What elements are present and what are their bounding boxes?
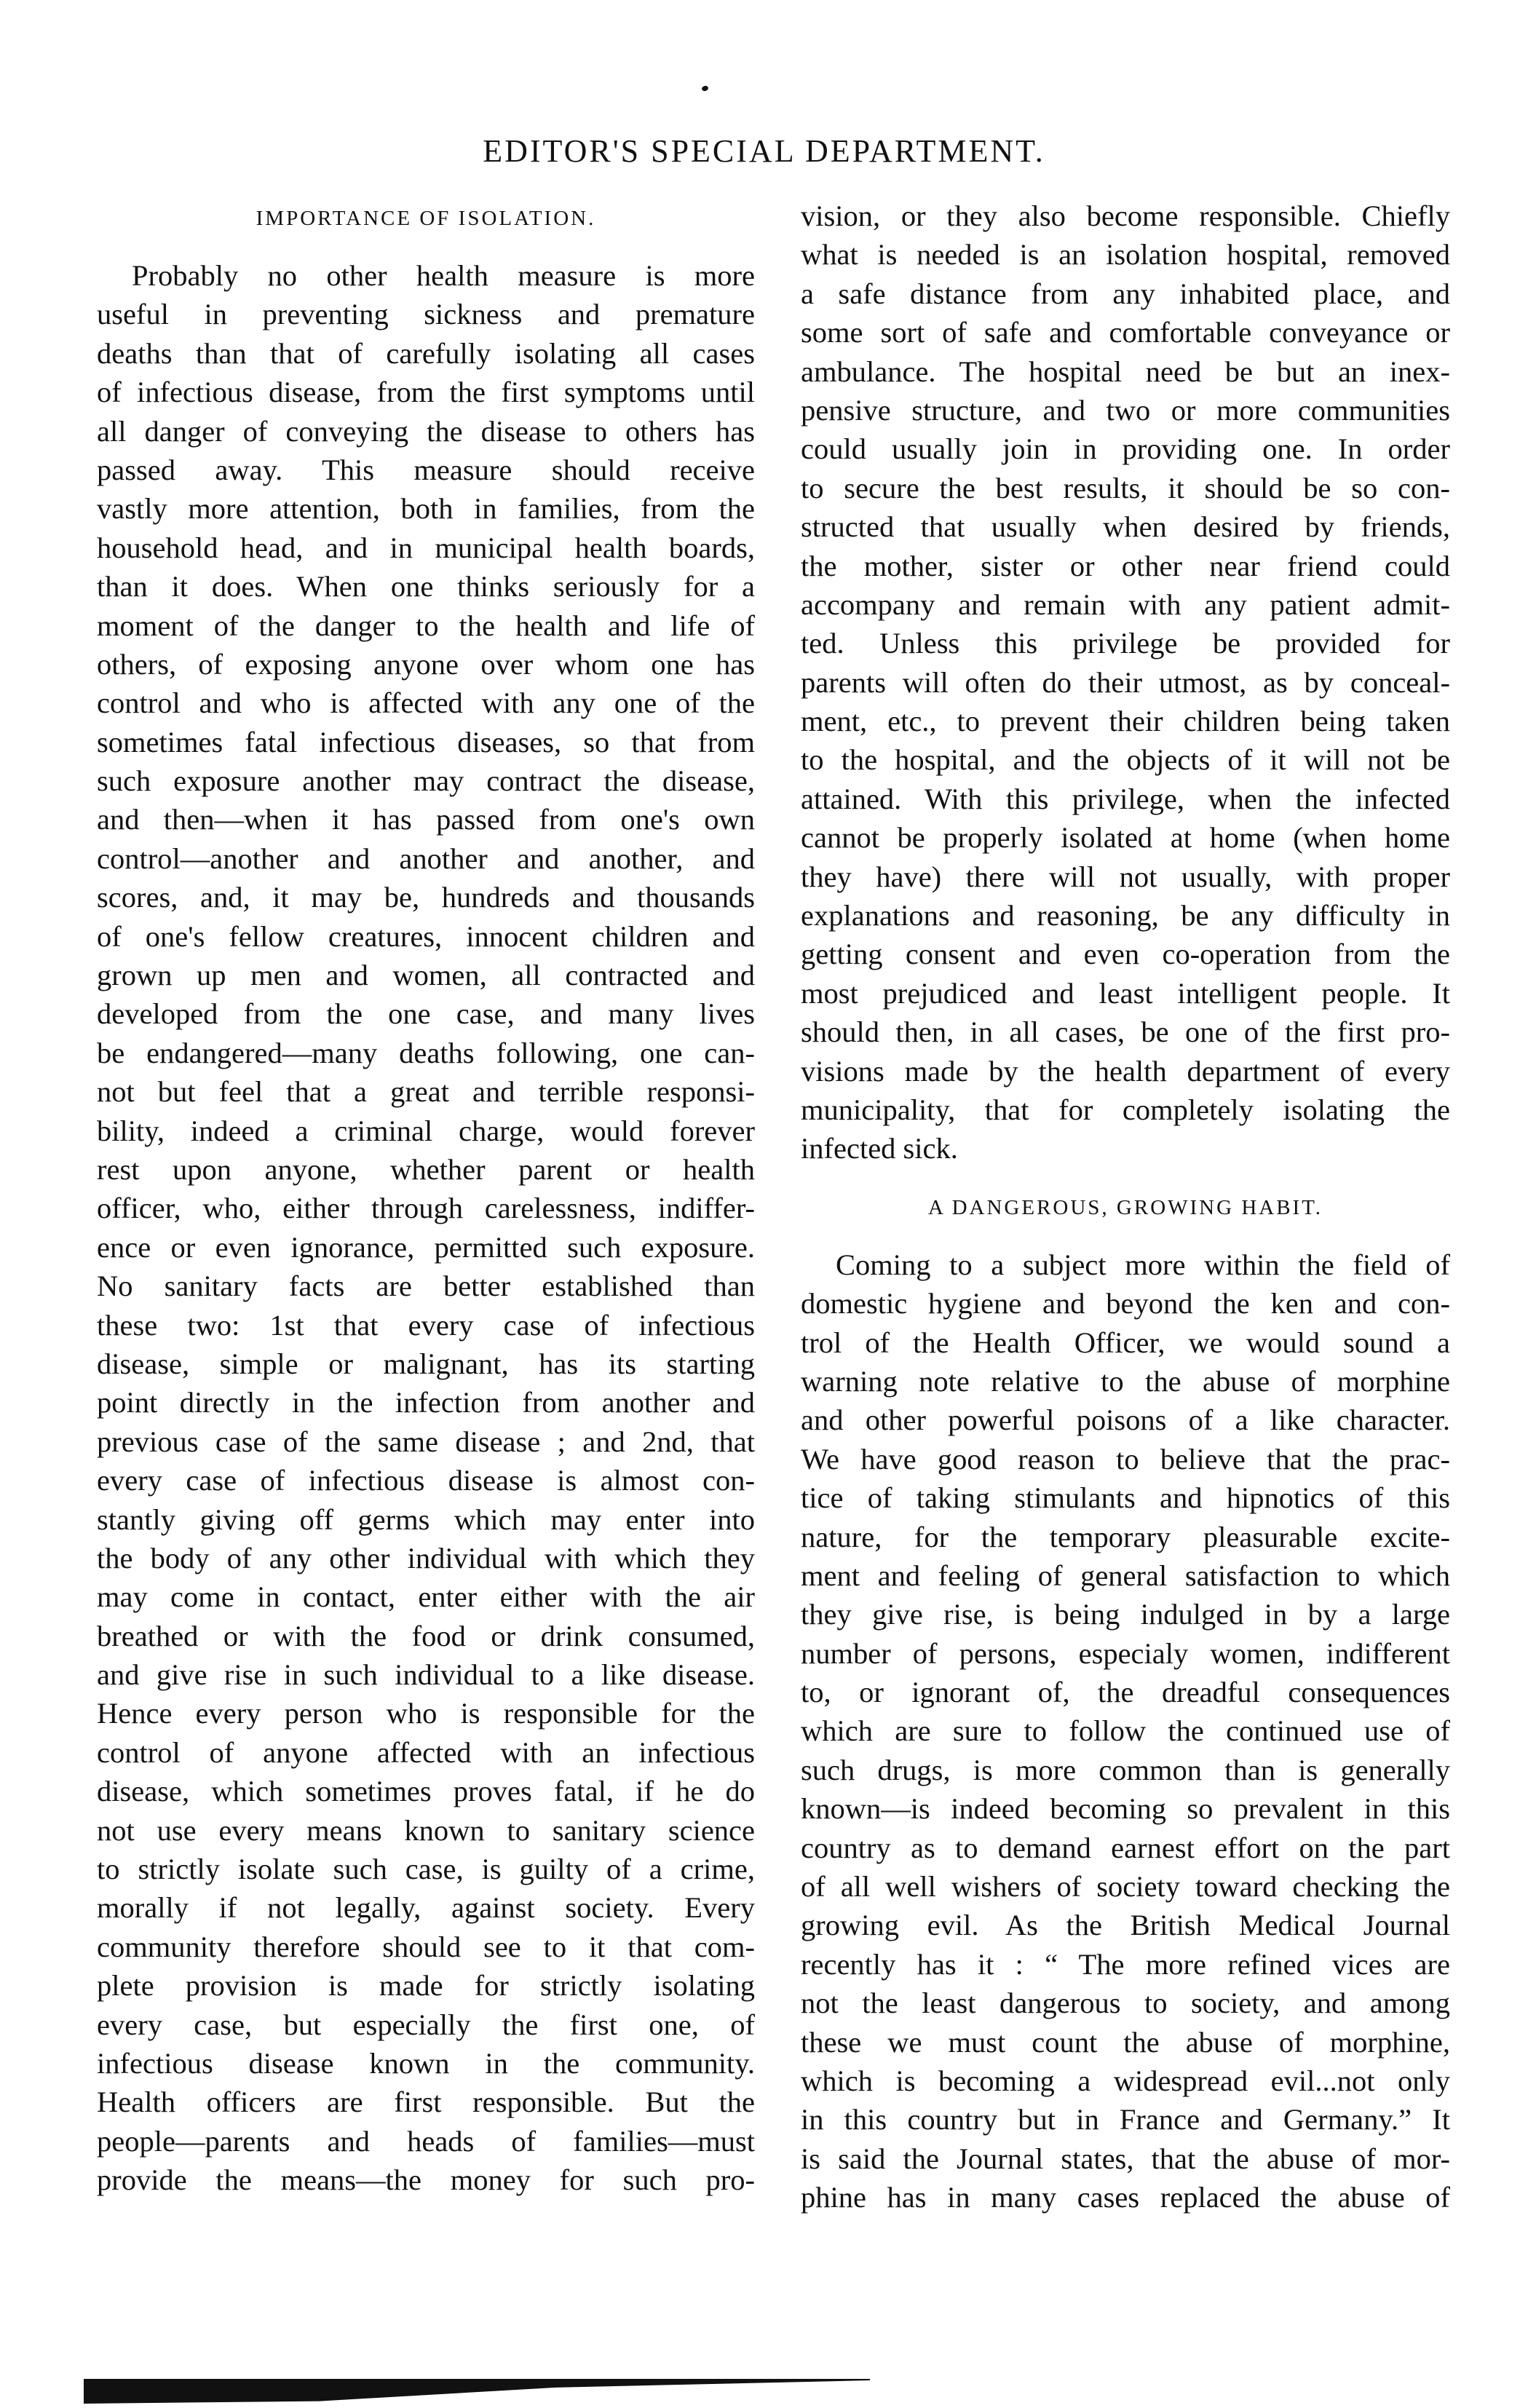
text-line: could usually join in providing one. In order	[801, 432, 1450, 466]
text-line: most prejudiced and least intelligent people. It	[801, 976, 1450, 1010]
text-line: and give rise in such individual to a like disease.	[97, 1658, 755, 1692]
text-line: disease, which sometimes proves fatal, if he do	[97, 1775, 755, 1808]
text-line: ence or even ignorance, permitted such exposure.	[97, 1230, 755, 1264]
text-line: getting consent and even co-operation from the	[801, 938, 1450, 971]
text-line: all danger of conveying the disease to others has	[97, 414, 755, 448]
text-line: people—parents and heads of families—must	[97, 2124, 755, 2158]
text-line: in this country but in France and Germany.” It	[801, 2103, 1450, 2136]
text-line: number of persons, especialy women, indifferent	[801, 1636, 1450, 1670]
text-line: these two: 1st that every case of infectious	[97, 1308, 755, 1342]
text-line: of one's fellow creatures, innocent children and	[97, 919, 755, 953]
text-line: such drugs, is more common than is generally	[801, 1753, 1450, 1786]
section-title-importance-of-isolation: IMPORTANCE OF ISOLATION.	[256, 207, 596, 230]
text-line: not use every means known to sanitary science	[97, 1813, 755, 1847]
text-line: household head, and in municipal health boards,	[97, 531, 755, 564]
text-line: domestic hygiene and beyond the ken and con-	[801, 1287, 1450, 1320]
text-line: municipality, that for completely isolating the	[801, 1093, 1450, 1126]
right-column	[801, 197, 1450, 2217]
text-line: We have good reason to believe that the prac-	[801, 1442, 1450, 1476]
text-line: ambulance. The hospital need be but an inex-	[801, 355, 1450, 388]
text-line: the body of any other individual with which they	[97, 1541, 755, 1575]
text-line: what is needed is an isolation hospital, removed	[801, 238, 1450, 272]
text-line: vastly more attention, both in families, from the	[97, 492, 755, 526]
text-line: control—another and another and another, and	[97, 841, 755, 875]
text-line: be endangered—many deaths following, one can-	[97, 1036, 755, 1069]
text-line: ment, etc., to prevent their children being taken	[801, 705, 1450, 738]
text-line: ment and feeling of general satisfaction to which	[801, 1559, 1450, 1592]
text-line: which is becoming a widespread evil...not only	[801, 2064, 1450, 2097]
text-line: country as to demand earnest effort on the part	[801, 1831, 1450, 1864]
text-line: ted. Unless this privilege be provided for	[801, 627, 1450, 660]
text-line: parents will often do their utmost, as by conceal-	[801, 665, 1450, 699]
text-line: morally if not legally, against society. Every	[97, 1891, 755, 1925]
text-line: and then—when it has passed from one's own	[97, 803, 755, 836]
text-line: some sort of safe and comfortable conveyance or	[801, 316, 1450, 349]
text-line: No sanitary facts are better established than	[97, 1270, 755, 1303]
text-line: plete provision is made for strictly isolating	[97, 1969, 755, 2003]
text-line: Health officers are first responsible. But the	[97, 2086, 755, 2119]
text-line: structed that usually when desired by friends,	[801, 510, 1450, 544]
text-line: control and who is affected with any one of the	[97, 686, 755, 720]
text-line: stantly giving off germs which may enter into	[97, 1502, 755, 1536]
text-line: a safe distance from any inhabited place, and	[801, 277, 1450, 310]
text-line: nature, for the temporary pleasurable excite-	[801, 1520, 1450, 1553]
print-speck-mark	[701, 85, 709, 92]
text-line: of infectious disease, from the first symptoms until	[97, 376, 755, 409]
text-line: every case, but especially the first one, of	[97, 2008, 755, 2041]
text-line: passed away. This measure should receive	[97, 453, 755, 486]
text-line: phine has in many cases replaced the abuse of	[801, 2181, 1450, 2214]
text-line: pensive structure, and two or more communities	[801, 393, 1450, 427]
text-line: bility, indeed a criminal charge, would forever	[97, 1114, 755, 1147]
text-line: which are sure to follow the continued use of	[801, 1714, 1450, 1748]
text-line: scores, and, it may be, hundreds and thousands	[97, 881, 755, 914]
text-line: tice of taking stimulants and hipnotics of this	[801, 1481, 1450, 1515]
text-line: to strictly isolate such case, is guilty of a crime,	[97, 1853, 755, 1886]
text-line: the mother, sister or other near friend could	[801, 549, 1450, 582]
text-line: others, of exposing anyone over whom one has	[97, 647, 755, 681]
text-line: useful in preventing sickness and premature	[97, 298, 755, 331]
article-paragraph	[97, 256, 755, 2200]
text-line: warning note relative to the abuse of morphine	[801, 1364, 1450, 1398]
text-line: than it does. When one thinks seriously for a	[97, 570, 755, 603]
text-line: Hence every person who is responsible for the	[97, 1697, 755, 1730]
article-paragraph	[801, 1245, 1450, 2217]
text-line: disease, simple or malignant, has its starting	[97, 1347, 755, 1380]
text-line: such exposure another may contract the disease,	[97, 764, 755, 798]
text-line: recently has it : “ The more refined vices are	[801, 1947, 1450, 1981]
text-line: attained. With this privilege, when the infected	[801, 782, 1450, 815]
running-head: EDITOR'S SPECIAL DEPARTMENT.	[483, 133, 1045, 169]
text-line: is said the Journal states, that the abuse of mor-	[801, 2142, 1450, 2175]
text-line: officer, who, either through carelessness, indiffer-	[97, 1192, 755, 1225]
text-line: vision, or they also become responsible. Chiefly	[801, 199, 1450, 232]
text-line: point directly in the infection from another and	[97, 1386, 755, 1419]
left-column	[97, 197, 755, 2200]
text-line: cannot be properly isolated at home (when home	[801, 821, 1450, 855]
text-line: visions made by the health department of every	[801, 1054, 1450, 1088]
text-line: previous case of the same disease ; and 2nd, that	[97, 1425, 755, 1458]
text-line: rest upon anyone, whether parent or health	[97, 1152, 755, 1186]
text-line: to the hospital, and the objects of it will not be	[801, 743, 1450, 777]
text-line: they have) there will not usually, with proper	[801, 860, 1450, 893]
text-line: community therefore should see to it that com-	[97, 1930, 755, 1963]
text-line: moment of the danger to the health and life of	[97, 609, 755, 642]
text-line: control of anyone affected with an infectious	[97, 1735, 755, 1769]
text-line: provide the means—the money for such pro-	[97, 2163, 755, 2197]
text-line: they give rise, is being indulged in by a large	[801, 1598, 1450, 1631]
text-line: deaths than that of carefully isolating all cases	[97, 336, 755, 370]
text-line: may come in contact, enter either with the air	[97, 1580, 755, 1614]
text-line: to, or ignorant of, the dreadful consequences	[801, 1676, 1450, 1709]
text-line: of all well wishers of society toward checking the	[801, 1870, 1450, 1904]
text-line: and other powerful poisons of a like character.	[801, 1403, 1450, 1437]
text-line: growing evil. As the British Medical Journal	[801, 1909, 1450, 1942]
text-line: sometimes fatal infectious diseases, so that from	[97, 725, 755, 759]
text-line: known—is indeed becoming so prevalent in this	[801, 1792, 1450, 1826]
bottom-page-rule	[84, 2379, 870, 2404]
text-line: these we must count the abuse of morphine,	[801, 2025, 1450, 2059]
text-line: Probably no other health measure is more	[132, 259, 755, 292]
text-line: should then, in all cases, be one of the first pro-	[801, 1015, 1450, 1049]
text-line: trol of the Health Officer, we would sound a	[801, 1326, 1450, 1359]
text-line: infectious disease known in the community.	[97, 2046, 755, 2080]
text-line: infected sick.	[801, 1132, 958, 1165]
article-paragraph-continued	[801, 197, 1450, 1168]
text-line: not but feel that a great and terrible responsi-	[97, 1075, 755, 1109]
text-line: to secure the best results, it should be so con-	[801, 471, 1450, 504]
section-title-dangerous-growing-habit: A DANGEROUS, GROWING HABIT.	[927, 1195, 1323, 1219]
text-line: developed from the one case, and many lives	[97, 997, 755, 1031]
text-line: accompany and remain with any patient admit-	[801, 587, 1450, 621]
text-line: Coming to a subject more within the field of	[836, 1248, 1450, 1281]
text-line: explanations and reasoning, be any difficulty in	[801, 899, 1450, 932]
text-line: grown up men and women, all contracted and	[97, 959, 755, 992]
text-line: breathed or with the food or drink consumed,	[97, 1619, 755, 1652]
text-line: not the least dangerous to society, and among	[801, 1987, 1450, 2020]
text-line: every case of infectious disease is almost con-	[97, 1464, 755, 1497]
